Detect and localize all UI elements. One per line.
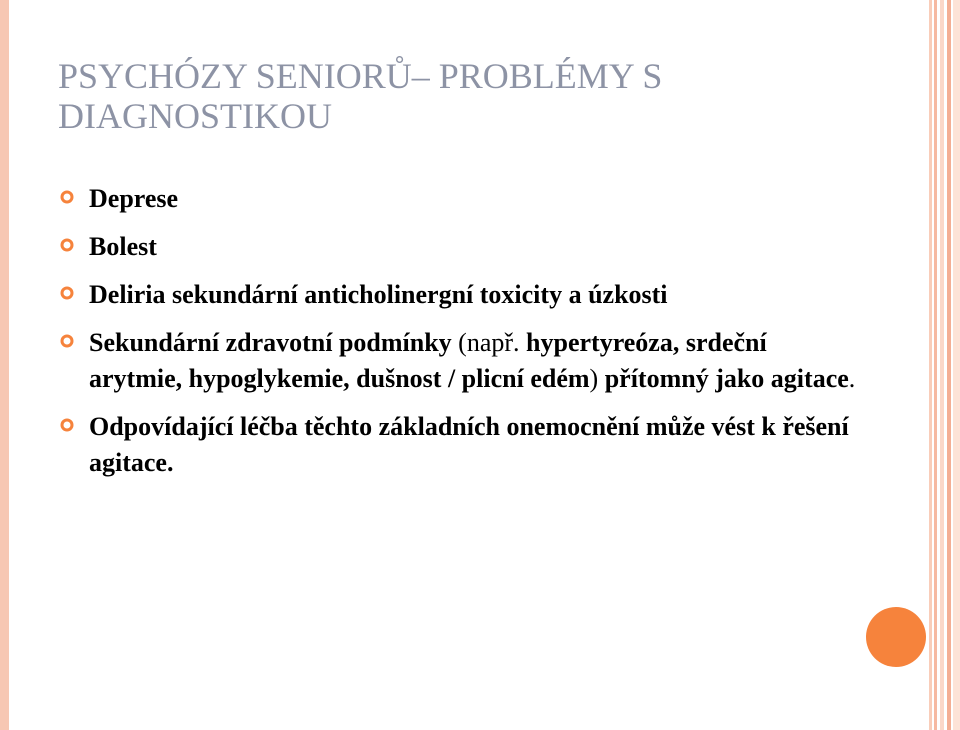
bullet-text: Deliria sekundární anticholinergní toxicity a úzkosti	[89, 280, 668, 309]
bullet-item	[60, 229, 860, 265]
bullet-text: Odpovídající léčba těchto základních onemocnění může vést k řešení agitace.	[89, 412, 849, 477]
hollow-circle-icon	[60, 238, 74, 252]
bullet-text-normal: )	[589, 364, 599, 393]
hollow-circle-icon	[60, 190, 74, 204]
decorative-orange-circle	[866, 607, 926, 667]
bullet-item	[60, 277, 860, 313]
hollow-circle-icon	[60, 334, 74, 348]
bullet-item	[60, 325, 860, 397]
right-decorative-stripe	[947, 0, 951, 730]
bullet-text: Deprese	[89, 184, 179, 213]
slide-title: PSYCHÓZY SENIORŮ– PROBLÉMY S DIAGNOSTIKOU	[58, 56, 663, 136]
bullet-text-bold: Sekundární zdravotní podmínky	[89, 328, 459, 357]
bullet-text-normal: .	[848, 364, 856, 393]
bullet-text: Bolest	[89, 232, 157, 261]
right-decorative-stripe	[953, 0, 960, 730]
bullet-text-bold: přítomný jako agitace	[598, 364, 849, 393]
bullet-item	[60, 181, 860, 217]
bullet-text-bold: hypertyreóza, srdeční arytmie, hypoglykemie, dušnost / plicní edém	[89, 328, 767, 393]
right-decorative-stripe	[929, 0, 932, 730]
right-decorative-stripe	[940, 0, 944, 730]
bullet-list	[60, 181, 860, 493]
bullet-text-normal: (např.	[458, 328, 520, 357]
hollow-circle-icon	[60, 286, 74, 300]
bullet-item	[60, 409, 860, 481]
hollow-circle-icon	[60, 418, 74, 432]
right-decorative-stripe	[934, 0, 937, 730]
left-decorative-stripe	[0, 0, 9, 730]
